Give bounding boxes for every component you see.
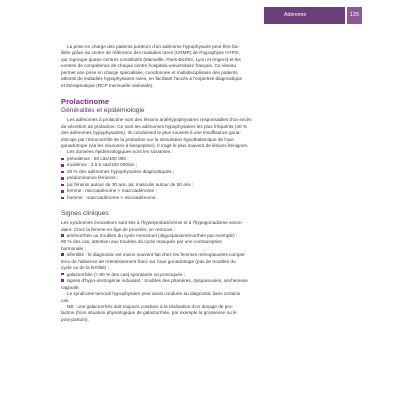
text-line: Les adénomes à prolactine sont des lésions antéhypophysaires responsables d'un excès [67,117,252,123]
page-number: 125 [347,7,362,24]
text-line: hormonale ; [61,245,86,251]
text-line: qui regroupe quatre centres constitutifs (Marseille, Paris-Bicêtre, Lyon et Angers) et les [61,56,241,62]
prolactinome-paragraph [61,117,316,156]
text-line: gonadotrope (via les neurones à kisspeptine). Il s'agit le plus souvent de lésions bénignes. [61,142,249,148]
epidemiology-list [61,156,316,201]
list-item: infertilité : le diagnostic est moins souvent fait chez les femmes ménopausées compte [66,252,245,258]
text-line: Les syndromes évocateurs sont liés à l'hyperprolactinémie et à l'hypogonadisme secon- [61,220,244,226]
text-line: Les données épidémiologiques sont les suivantes : [67,149,173,155]
text-line: 90 % des cas, attention aux troubles du cycle masqués par une contraception [61,239,223,245]
list-item: homme : macroadénome > microadénome. [61,195,316,201]
header-title: Adénome hypophysaire [264,7,345,24]
list-item: pic féminin autour de 30 ans, pic masculin autour de 50 ans ; [61,182,316,188]
text-line: tenu de l'absence de retentissement franc sur l'axe gonadotrope (pas de troubles du [61,258,236,264]
text-line: atteints de maladies hypophysaires rares, en facilitant l'accès à l'expertise diagnostique [61,76,243,82]
text-line: cas. [61,297,70,303]
list-item: galactorrhée (> 80 % des cas) spontanée ou provoquée ; [66,271,186,277]
intro-paragraph [61,44,316,89]
section-title: Prolactinome [61,97,110,107]
bullet-icon [61,253,64,256]
text-line: vaginale. [61,284,80,290]
text-line: lactine (hors situation physiologique de galactorrhée, par exemple la grossesse ou le [61,310,237,316]
note-paragraph [61,304,316,323]
list-item: prédominance féminine ; [61,175,316,181]
text-line: centres de compétence de chaque centre hospitalo-universitaire français. Ce réseau [61,63,237,69]
list-item: femme : microadénome > macroadénome ; [61,188,316,194]
text-line: La prise en charge des patients porteurs d'un adénome hypophysaire peut être fac- [67,44,240,49]
list-item: aménorrhée ou troubles du cycle menstruel (oligospanioménorrhée par exemple) : [66,232,238,238]
list-item: prévalence : 50 cas/100 000 ; [61,156,316,162]
text-line: ilitée grâce au centre de référence des maladies rares (CRMR) de l'hypophyse HYPO, [61,50,240,56]
running-header [264,7,362,35]
list-item: incidence : 3 à 5 cas/100 000/an ; [61,162,316,168]
clinical-signs-list [61,233,316,291]
section-subtitle: Généralités et épidémiologie [61,107,145,115]
tumoral-syndrome-paragraph [61,291,316,304]
text-line: des adénomes hypophysaires). Ils conduisent le plus souvent à une insuffisance gona- [61,130,241,136]
text-line: et thérapeutique (RCP mensuelle nationale). [61,82,154,88]
text-line: dotrope par rétrocontrôle de la prolactine sur la stimulation hypothalamique de l'axe [61,136,234,142]
text-line: daire. Chez la femme en âge de procréer, on retrouve : [61,226,176,232]
bullet-icon [61,273,64,276]
page-content [61,44,316,323]
text-line: NB : une galactorrhée doit toujours conduire à la réalisation d'un dosage de pro- [67,303,234,309]
text-line: de sécrétion de prolactine. Ce sont les adénomes hypophysaires les plus fréquents (40 % [61,123,248,129]
section-subtitle: Signes cliniques [61,210,109,218]
clinical-lead [61,220,316,233]
text-line: post-partum). [61,316,89,322]
list-item: 50 % des adénomes hypophysaires diagnostiqués ; [61,169,316,175]
bullet-icon [61,279,64,282]
text-line: cycle ou de la fertilité) ; [61,265,109,271]
bullet-icon [61,234,64,237]
text-line: Le syndrome tumoral hypophysaire peut aussi conduire au diagnostic dans certains [67,291,241,297]
list-item: signes d'hypo-œstrogénie induisant : troubles des phanères, dyspareunies, sécheresse [66,278,248,284]
text-line: permet une prise en charge spécialisée, coordonnée et multidisciplinaire des patients [61,69,238,75]
